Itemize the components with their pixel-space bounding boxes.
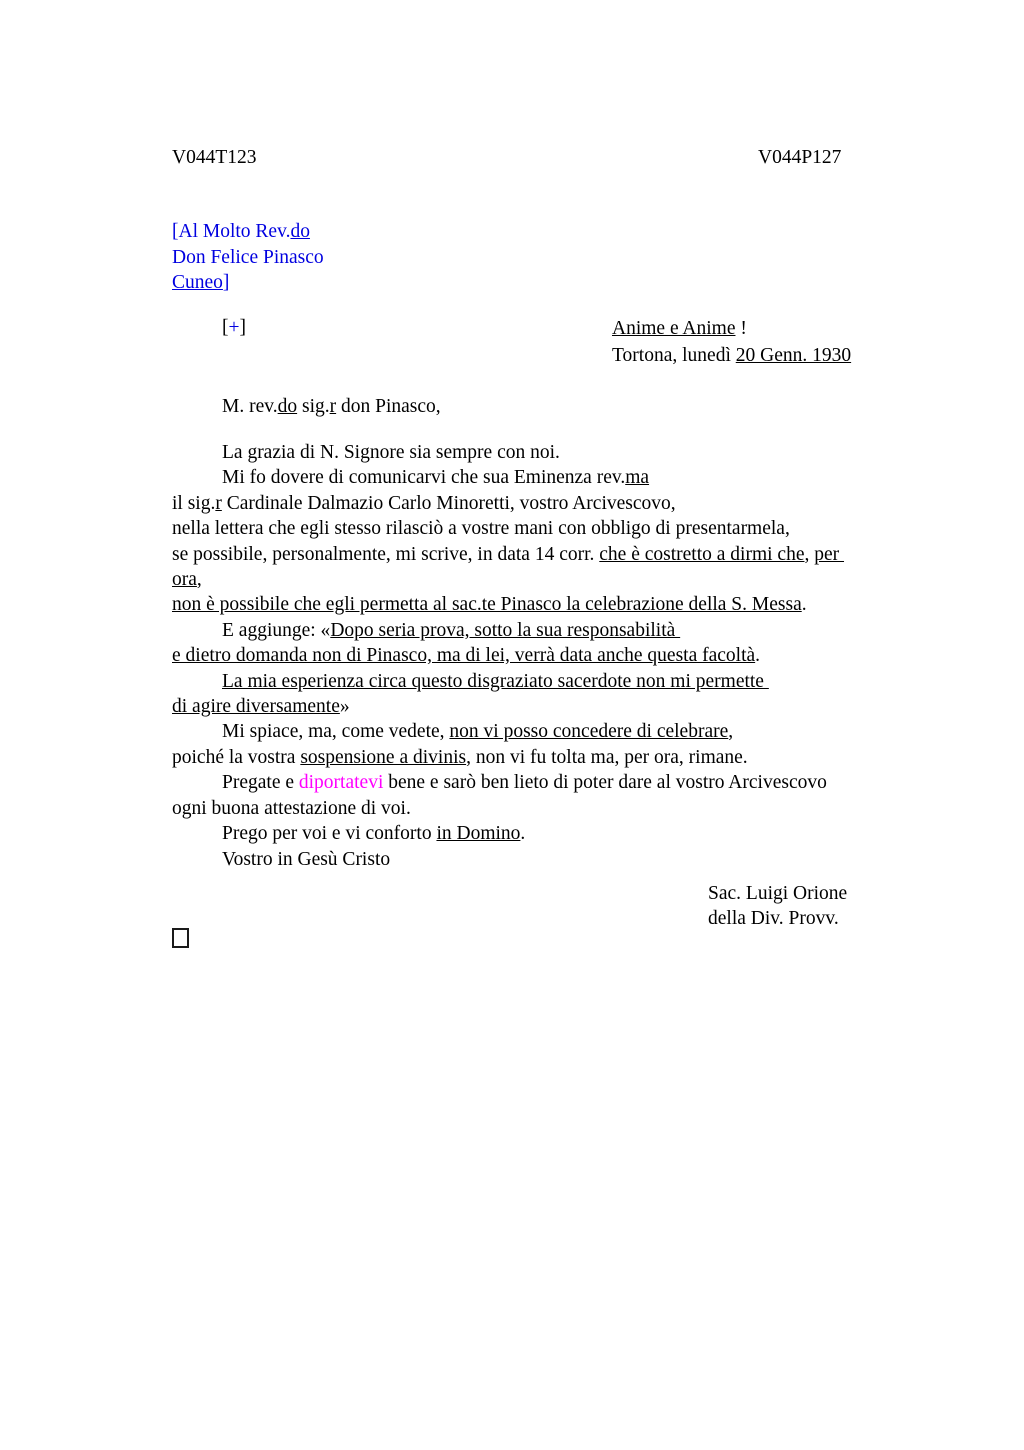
- signature-name: Sac. Luigi Orione: [708, 883, 848, 904]
- text-segment: il sig.: [172, 492, 216, 514]
- signature-role: della Div. Provv.: [708, 908, 839, 930]
- text-segment: se possibile, personalmente, mi scrive, in data 14 corr.: [172, 543, 600, 565]
- text-segment: .: [801, 594, 807, 616]
- text-segment: La grazia di N. Signore sia sempre con noi.: [222, 442, 560, 463]
- text-line: [172, 245, 324, 271]
- text-segment: Cuneo: [172, 272, 223, 294]
- text-line: [172, 643, 844, 668]
- text-segment: diportatevi: [298, 772, 384, 794]
- text-segment: 20 Genn. 1930: [735, 345, 852, 366]
- text-segment: Mi fo dovere di comunicarvi che sua Eminenza rev.: [222, 467, 626, 489]
- text-segment: Mi spiace, ma, come vedete,: [222, 721, 450, 743]
- text-line: [172, 567, 844, 592]
- text-segment: .: [520, 823, 526, 845]
- text-segment: do: [277, 396, 298, 417]
- text-line: [612, 342, 851, 369]
- text-segment: ma: [625, 467, 650, 489]
- letter-body: [172, 394, 844, 872]
- text-line: [172, 745, 844, 770]
- text-line: [172, 770, 844, 795]
- text-segment: poiché la vostra: [172, 746, 301, 768]
- text-segment: !: [735, 318, 747, 339]
- text-line: [172, 219, 324, 245]
- text-segment: Don Felice Pinasco: [172, 246, 324, 268]
- text-line: [172, 618, 844, 643]
- text-segment: sig.: [297, 396, 330, 417]
- text-segment: ]: [222, 272, 230, 294]
- text-line: [172, 694, 844, 719]
- document-code-right: V044P127: [758, 147, 842, 168]
- text-segment: +: [228, 317, 240, 338]
- text-segment: non vi posso concedere di celebrare: [449, 721, 729, 743]
- text-segment: Vostro in Gesù Cristo: [222, 848, 391, 870]
- document-code-left: V044T123: [172, 147, 257, 168]
- text-line: [222, 315, 246, 340]
- text-segment: Dopo seria prova, sotto la sua responsabilità: [330, 619, 681, 641]
- text-line: [172, 394, 844, 419]
- text-line: [172, 465, 844, 490]
- recipient-address-block: [172, 219, 324, 296]
- text-segment: ,: [728, 721, 734, 743]
- cross-mark: [222, 315, 246, 340]
- blank-line: [172, 419, 844, 440]
- text-segment: E aggiunge: «: [222, 619, 331, 641]
- text-segment: »: [339, 696, 350, 718]
- text-segment: ogni buona attestazione di voi.: [172, 797, 411, 819]
- text-segment: nella lettera che egli stesso rilasciò a vostre mani con obbligo di presentarmela,: [172, 518, 790, 540]
- text-line: [172, 847, 844, 872]
- text-segment: non è possibile che egli permetta al sac.te Pinasco la celebrazione della S. Messa: [172, 594, 802, 616]
- text-segment: Anime e Anime: [612, 318, 736, 339]
- text-segment: Prego per voi e vi conforto: [222, 823, 437, 845]
- text-segment: che è costretto a dirmi che: [599, 543, 805, 565]
- text-segment: La mia esperienza circa questo disgraziato sacerdote non mi permette: [222, 670, 769, 692]
- text-line: [172, 440, 844, 465]
- text-segment: bene e sarò ben lieto di poter dare al vostro Arcivescovo: [383, 772, 827, 794]
- text-segment: ,: [804, 543, 815, 565]
- text-segment: Pregate e: [222, 772, 299, 794]
- text-segment: e dietro domanda non di Pinasco, ma di lei, verrà data anche questa facoltà: [172, 645, 756, 667]
- text-line: [172, 719, 844, 744]
- text-line: [612, 315, 851, 342]
- text-line: [172, 542, 844, 567]
- text-segment: do: [290, 221, 310, 242]
- text-line: [172, 516, 844, 541]
- motto-and-date-block: [612, 315, 851, 369]
- text-segment: r: [215, 492, 222, 514]
- text-segment: ora: [172, 569, 197, 591]
- text-segment: in Domino: [436, 823, 521, 845]
- text-segment: don Pinasco,: [336, 396, 441, 417]
- text-segment: di agire diversamente: [172, 696, 340, 718]
- text-line: [172, 270, 324, 296]
- empty-square-icon: [172, 928, 189, 948]
- text-segment: [Al Molto Rev.: [172, 221, 291, 242]
- text-segment: .: [755, 645, 761, 667]
- text-line: [172, 821, 844, 846]
- text-line: [172, 491, 844, 516]
- text-line: [172, 592, 844, 617]
- text-segment: , non vi fu tolta ma, per ora, rimane.: [466, 746, 748, 768]
- text-segment: Cardinale Dalmazio Carlo Minoretti, vostro Arcivescovo,: [221, 492, 676, 514]
- text-line: [172, 669, 844, 694]
- text-segment: ,: [196, 569, 202, 591]
- text-segment: ]: [239, 317, 246, 338]
- text-segment: r: [329, 396, 337, 417]
- text-segment: M. rev.: [222, 396, 278, 417]
- text-segment: per: [814, 543, 845, 565]
- signature-block: [708, 881, 847, 932]
- text-segment: [: [222, 317, 229, 338]
- text-segment: Tortona, lunedì: [612, 345, 736, 366]
- text-segment: sospensione a divinis: [300, 746, 467, 768]
- text-line: [172, 796, 844, 821]
